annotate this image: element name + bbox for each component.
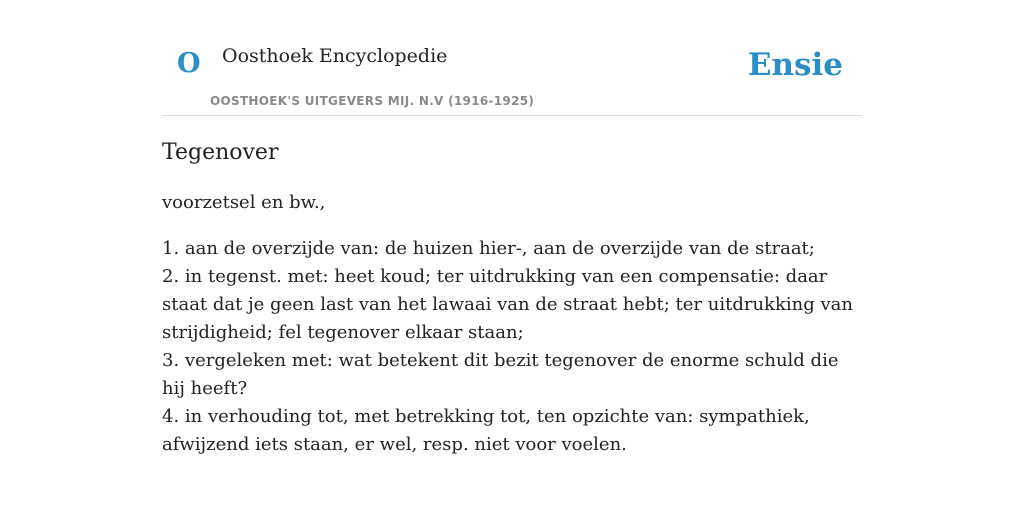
encyclopedia-title[interactable]: Oosthoek Encyclopedie [222,45,448,67]
publisher-logo-letter[interactable]: O [177,48,201,79]
definition-item: 3. vergeleken met: wat betekent dit bezit tegenover de enorme schuld die hij heeft? [162,350,839,400]
definition-item: 2. in tegenst. met: heet koud; ter uitdrukking van een compensatie: daar staat dat je geen last van het lawaai van de straat hebt; ter uitdrukking van strijdigheid; fel tegenover elkaar staan; [162,266,853,344]
definition-item: 1. aan de overzijde van: de huizen hier-, aan de overzijde van de straat; [162,238,815,260]
site-logo[interactable]: Ensie [747,47,843,83]
publisher-subtitle: OOSTHOEK'S UITGEVERS MIJ. N.V (1916-1925) [210,94,535,108]
entry-headword: Tegenover [162,140,279,165]
entry-content [162,140,862,459]
entry-grammar: voorzetsel en bw., [162,192,326,214]
definition-item: 4. in verhouding tot, met betrekking tot, ten opzichte van: sympathiek, afwijzend iets staan, er wel, resp. niet voor voelen. [162,406,810,456]
definition-list [162,235,862,459]
site-header [162,0,862,116]
